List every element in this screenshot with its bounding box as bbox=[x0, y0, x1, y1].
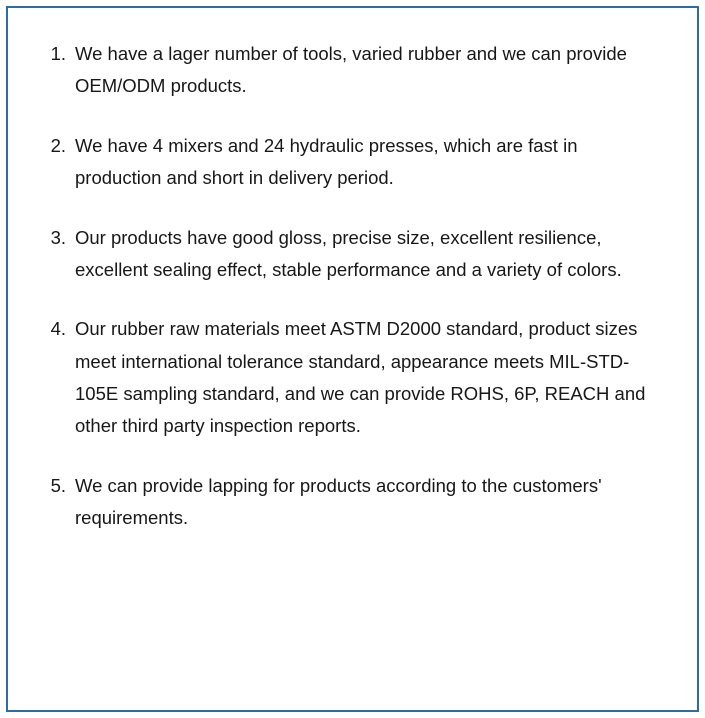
list-item-number: 2. bbox=[50, 134, 66, 156]
list-item-text: Our rubber raw materials meet ASTM D2000 standard, product sizes meet international tolerance standard, appearance meets MIL-STD-105E sampling standard, and we can provide ROHS, 6P, REACH and other third party inspection reports. bbox=[75, 318, 646, 437]
list-item bbox=[36, 222, 663, 287]
list-item-text: We have 4 mixers and 24 hydraulic presses, which are fast in production and short in delivery period. bbox=[75, 134, 578, 189]
list-item-number: 3. bbox=[50, 226, 66, 248]
list-item bbox=[36, 38, 663, 103]
list-item-number: 4. bbox=[50, 318, 66, 340]
list-item bbox=[36, 130, 663, 195]
list-item bbox=[36, 313, 663, 443]
bordered-content-frame bbox=[6, 6, 699, 712]
list-item bbox=[36, 470, 663, 535]
list-item-number: 5. bbox=[50, 474, 66, 496]
list-item-number: 1. bbox=[50, 43, 66, 64]
list-item-text: We can provide lapping for products according to the customers' requirements. bbox=[75, 474, 602, 529]
feature-list bbox=[36, 38, 663, 535]
list-item-text: Our products have good gloss, precise size, excellent resilience, excellent sealing effect, stable performance and a variety of colors. bbox=[75, 226, 622, 280]
list-item-text: We have a lager number of tools, varied rubber and we can provide OEM/ODM products. bbox=[75, 43, 627, 97]
